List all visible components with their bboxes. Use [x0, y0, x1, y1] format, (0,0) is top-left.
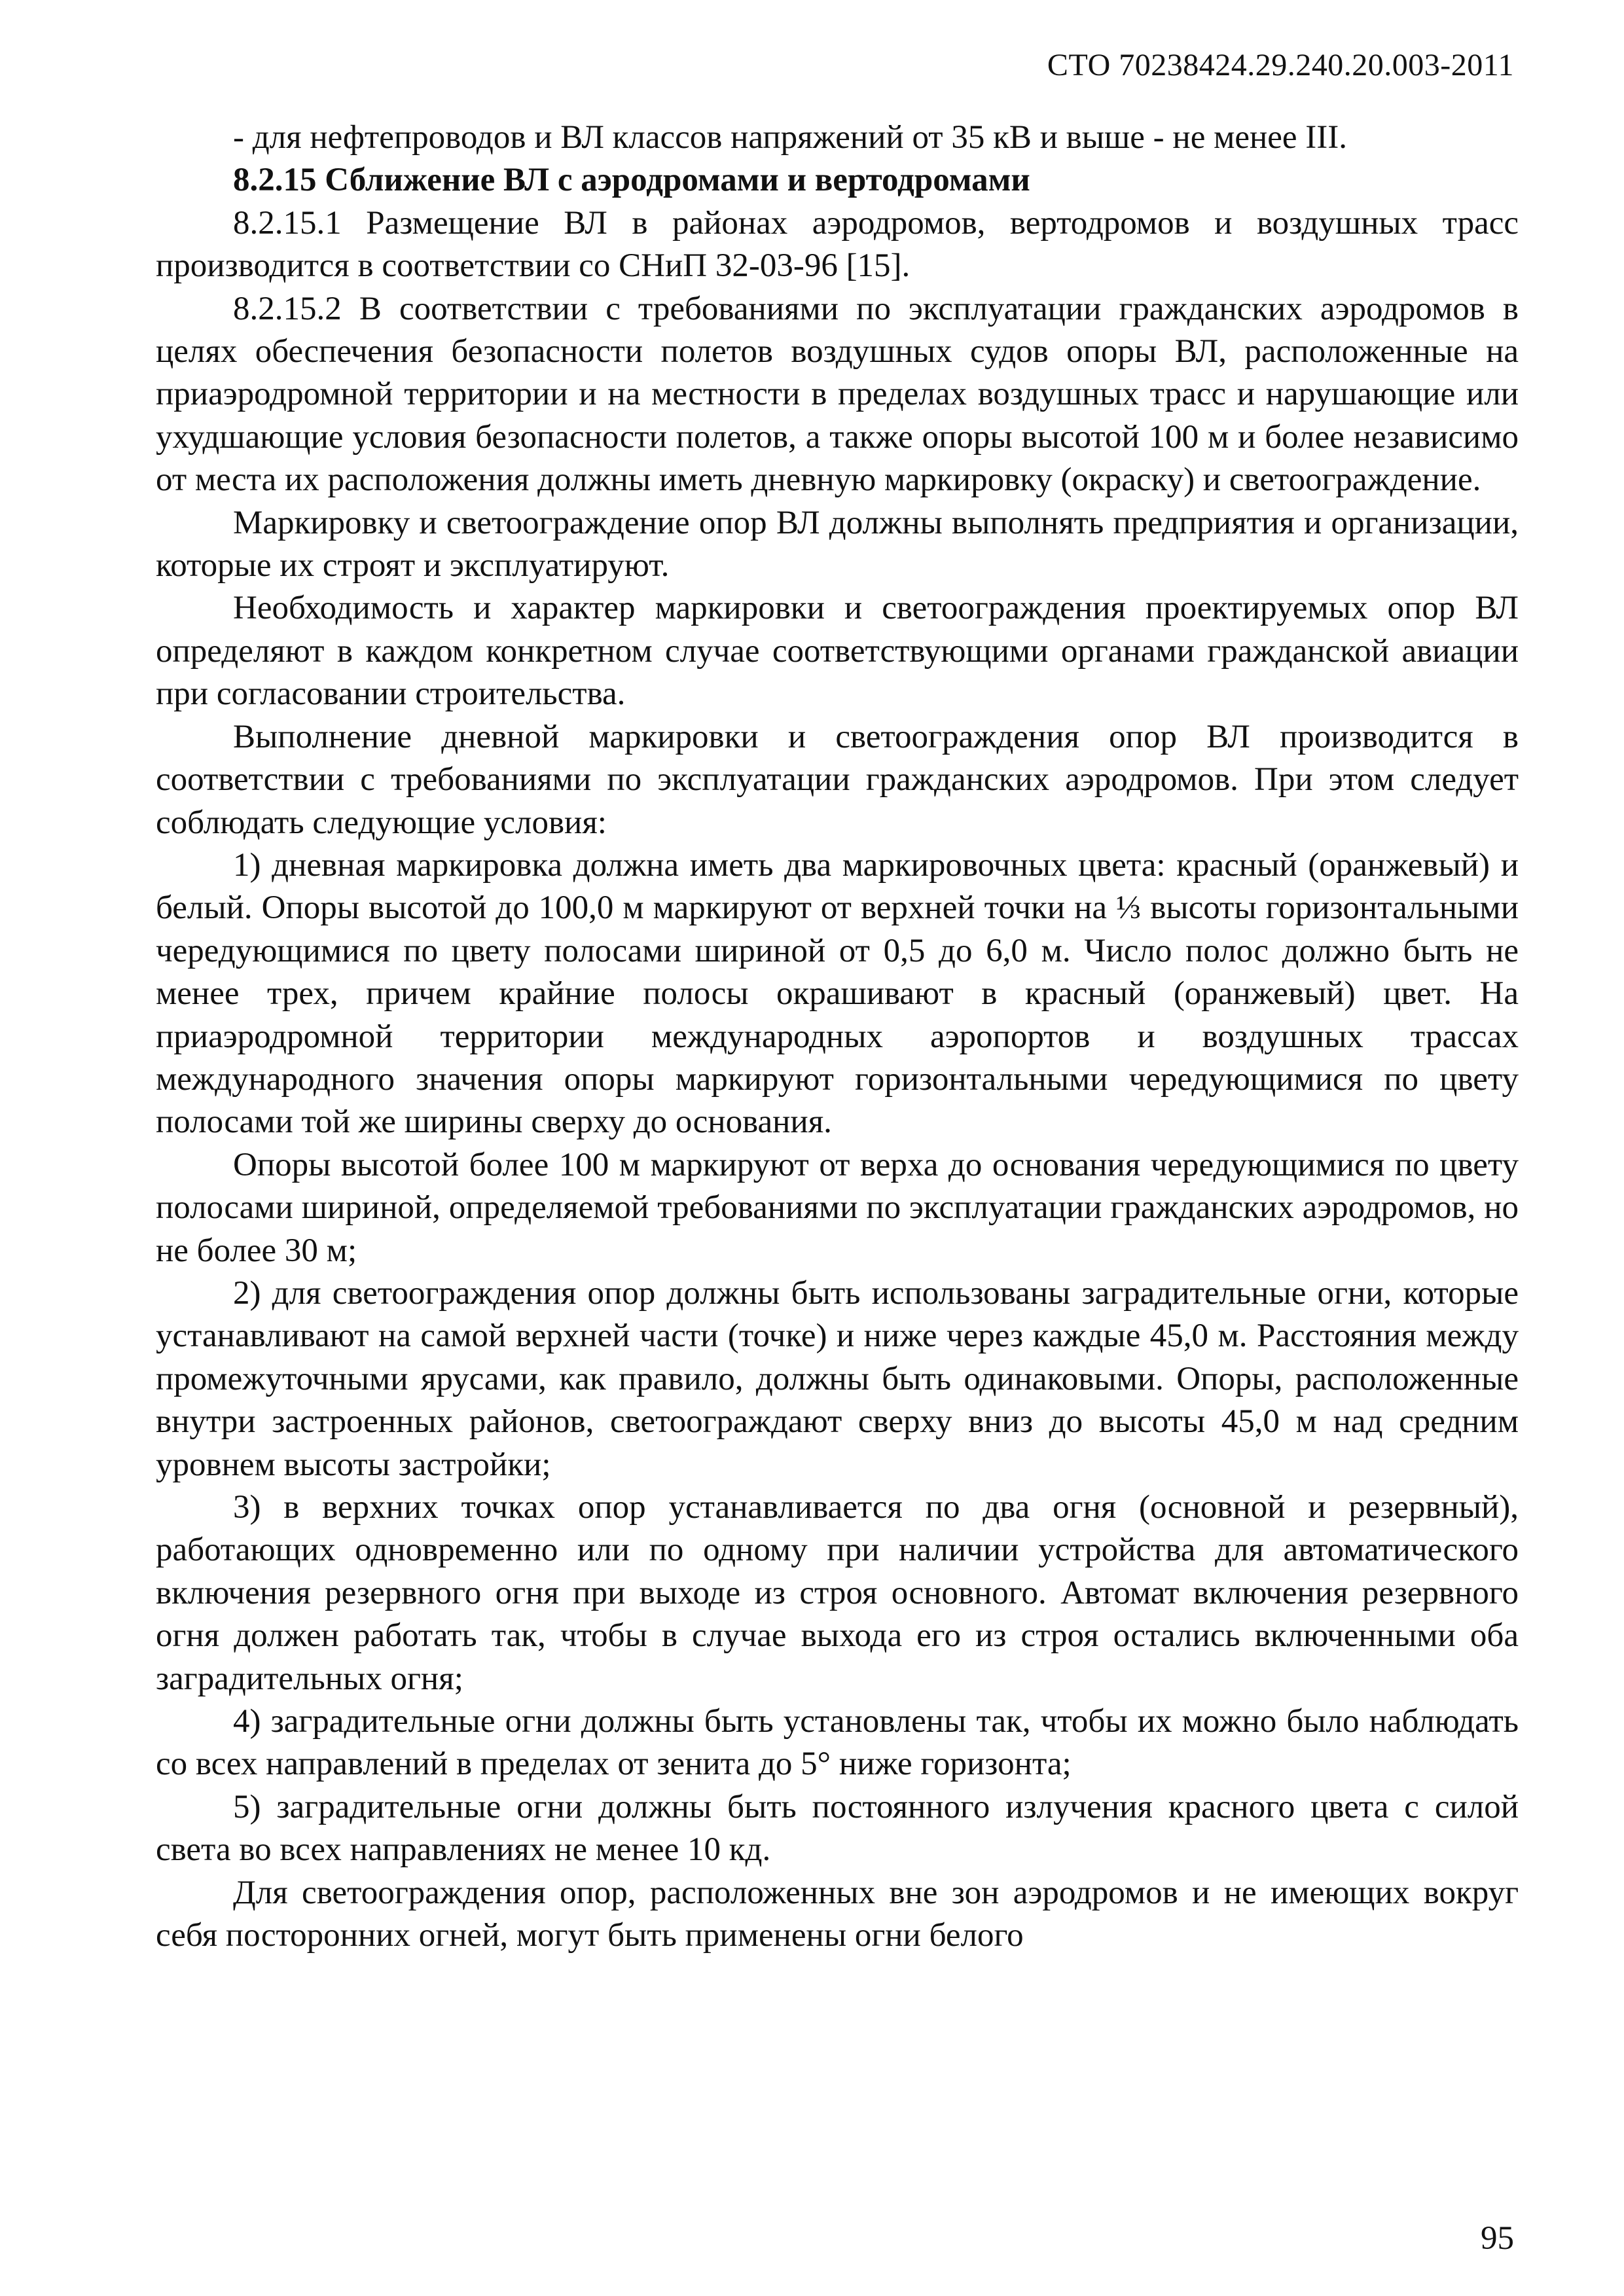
section-heading-8-2-15: 8.2.15 Сближение ВЛ с аэродромами и вертодромами [233, 162, 1030, 199]
document-code-header: СТО 70238424.29.240.20.003-2011 [1047, 48, 1514, 82]
page-number: 95 [1481, 2220, 1514, 2257]
document-body [156, 117, 1519, 1957]
paragraph-8-2-15-2: 8.2.15.2 В соответствии с требованиями по эксплуатации гражданских аэродромов в целях обеспечения безопасности полетов воздушных судов опоры ВЛ, расположенные на приаэродромной территории и на местности в пределах воздушных трасс и нарушающие или ухудшающие условия безопасности полетов, а также опоры высотой 100 м и более независимо от места их расположения должны иметь дневную маркировку (окраску) и светоограждение. [156, 290, 1519, 499]
paragraph-white-lights: Для светоограждения опор, расположенных вне зон аэродромов и не имеющих вокруг себя посторонних огней, могут быть применены огни белого [156, 1874, 1519, 1954]
paragraph-marking-necessity: Необходимость и характер маркировки и светоограждения проектируемых опор ВЛ определяют в каждом конкретном случае соответствующими органами гражданской авиации при согласовании строительства. [156, 590, 1519, 713]
list-item-condition-5: 5) заградительные огни должны быть постоянного излучения красного цвета с силой света во всех направлениях не менее 10 кд. [156, 1788, 1519, 1869]
list-item-condition-2: 2) для светоограждения опор должны быть использованы заградительные огни, которые устанавливают на самой верхней части (точке) и ниже через каждые 45,0 м. Расстояния между промежуточными ярусами, как правило, должны быть одинаковыми. Опоры, расположенные внутри застроенных районов, светоограждают сверху вниз до высоты 45,0 м над средним уровнем высоты застройки; [156, 1274, 1519, 1483]
list-item-condition-1: 1) дневная маркировка должна иметь два маркировочных цвета: красный (оранжевый) и белый. Опоры высотой до 100,0 м маркируют от верхней точки на ⅓ высоты горизонтальными чередующимися по цвету полосами шириной от 0,5 до 6,0 м. Число полос должно быть не менее трех, причем крайние полосы окрашивают в красный (оранжевый) цвет. На приаэродромной территории международных аэропортов и воздушных трассах международного значения опоры маркируют горизонтальными чередующимися по цвету полосами той же ширины сверху до основания. [156, 846, 1519, 1141]
paragraph-8-2-15-1: 8.2.15.1 Размещение ВЛ в районах аэродромов, вертодромов и воздушных трасс производится в соответствии со СНиП 32-03-96 [15]. [156, 204, 1519, 285]
list-item-condition-4: 4) заградительные огни должны быть установлены так, чтобы их можно было наблюдать со всех направлений в пределах от зенита до 5° ниже горизонта; [156, 1703, 1519, 1783]
paragraph-marking-responsibility: Маркировку и светоограждение опор ВЛ должны выполнять предприятия и организации, которые их строят и эксплуатируют. [156, 504, 1519, 584]
paragraph-oil-pipelines-list-item: - для нефтепроводов и ВЛ классов напряжений от 35 кВ и выше - не менее III. [233, 119, 1348, 156]
paragraph-tall-supports-marking: Опоры высотой более 100 м маркируют от верха до основания чередующимися по цвету полосами шириной, определяемой требованиями по эксплуатации гражданских аэродромов, но не более 30 м; [156, 1146, 1519, 1269]
paragraph-marking-conditions-intro: Выполнение дневной маркировки и светоограждения опор ВЛ производится в соответствии с требованиями по эксплуатации гражданских аэродромов. При этом следует соблюдать следующие условия: [156, 718, 1519, 841]
list-item-condition-3: 3) в верхних точках опор устанавливается по два огня (основной и резервный), работающих одновременно или по одному при наличии устройства для автоматического включения резервного огня при выходе из строя основного. Автомат включения резервного огня должен работать так, чтобы в случае выхода его из строя остались включенными оба заградительных огня; [156, 1489, 1519, 1697]
